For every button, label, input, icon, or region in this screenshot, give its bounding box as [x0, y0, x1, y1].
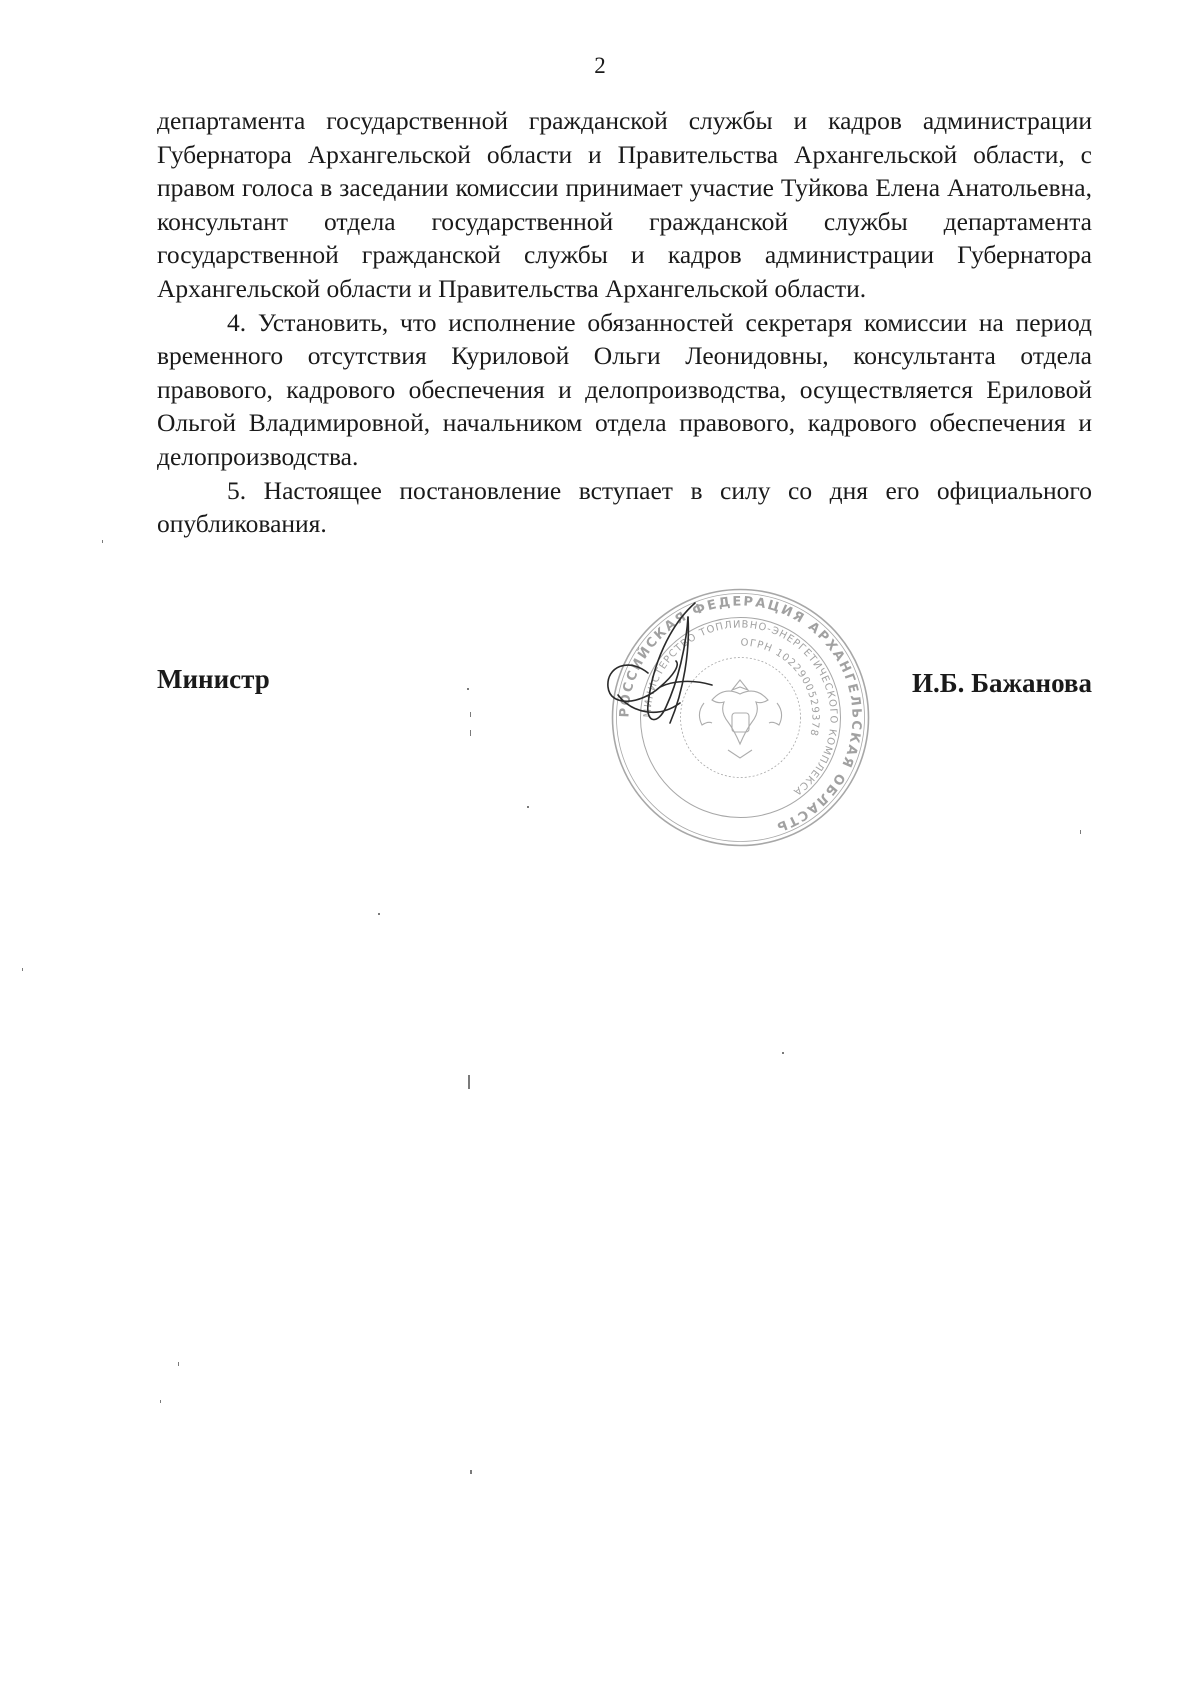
scan-speck — [468, 1075, 470, 1089]
scan-speck — [22, 968, 23, 971]
page-number: 2 — [594, 53, 606, 78]
seal-outer-text: РОССИЙСКАЯ ФЕДЕРАЦИЯ АРХАНГЕЛЬСКАЯ ОБЛАСТЬ — [617, 594, 864, 835]
scan-speck — [178, 1362, 179, 1366]
handwritten-signature-icon — [600, 595, 725, 740]
scan-speck — [1080, 830, 1081, 834]
paragraph-item-4: 4. Установить, что исполнение обязанностей секретаря комиссии на период временного отсутствия Куриловой Ольги Леонидовны, консультанта отдела правового, кадрового обеспечения и делопроизводства, осуществляется Ериловой Ольгой Владимировной, начальником отдела правового, кадрового обеспечения и делопроизводства. — [157, 307, 1092, 471]
paragraph-continuation: департамента государственной гражданской службы и кадров администрации Губернатора Архангельской области и Правительства Архангельской области, с правом голоса в заседании комиссии принимает участие Туйкова Елена Анатольевна, консультант отдела государственной гражданской службы департамента государственной гражданской службы и кадров администрации Губернатора Архангельской области и Правительства Архангельской области. — [157, 106, 1092, 303]
scan-speck — [470, 712, 471, 717]
scan-speck — [102, 540, 103, 543]
scan-speck — [527, 806, 529, 808]
scan-speck — [470, 730, 471, 736]
scan-speck — [782, 1052, 784, 1054]
paragraph-item-5: 5. Настоящее постановление вступает в силу со дня его официального опубликования. — [157, 475, 1092, 539]
scan-speck — [467, 688, 469, 690]
seal-number-text: ОГРН 1022900529378 — [740, 637, 821, 738]
document-body — [157, 104, 1092, 541]
scan-speck — [378, 913, 380, 915]
scan-speck — [160, 1400, 161, 1403]
seal-inner-text: МИНИСТЕРСТВО ТОПЛИВНО-ЭНЕРГЕТИЧЕСКОГО КОМПЛЕКСА — [642, 619, 839, 798]
scan-speck — [470, 1470, 472, 1474]
signatory-name: И.Б. Бажанова — [912, 668, 1092, 698]
signatory-position: Министр — [157, 664, 270, 694]
